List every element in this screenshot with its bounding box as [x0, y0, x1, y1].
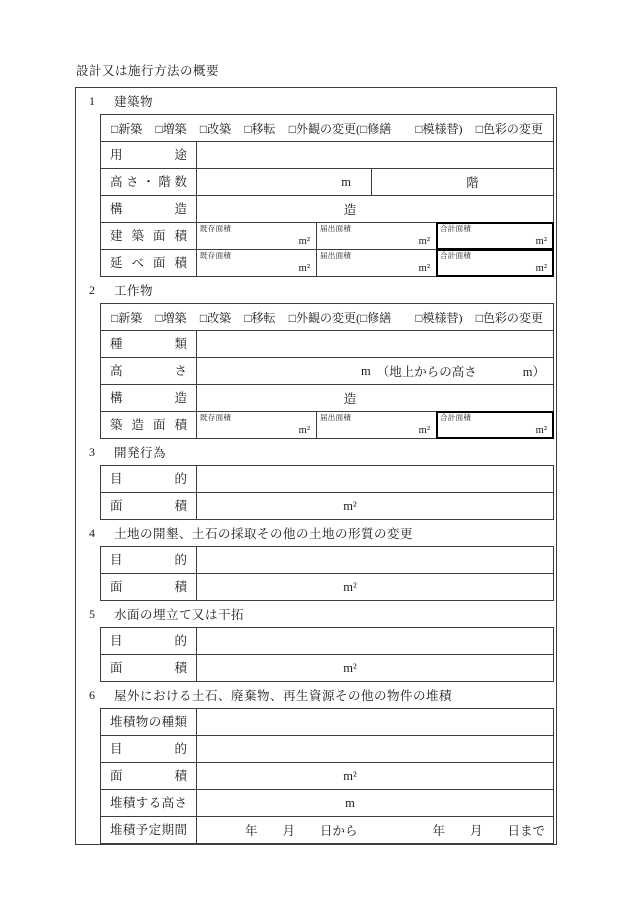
period-template-text: 年 月 日から 年 月 日まで [244, 824, 545, 838]
unit-square-meters: m² [418, 425, 430, 436]
checkbox-item-appearance-change: □外観の変更(□修繕 □模様替) [288, 121, 463, 136]
unit-square-meters: m² [343, 768, 357, 783]
row-height-floors [101, 168, 553, 195]
row-kind [101, 330, 553, 357]
section-inner-table [100, 465, 554, 520]
cell-caption: 既存面積 [200, 224, 232, 233]
section-title: 屋外における土石、廃棄物、再生資源その他の物件の堆積 [114, 689, 453, 703]
section-6-deposit [76, 682, 556, 844]
unit-square-meters: m² [343, 660, 357, 675]
section-number: 5 [89, 606, 95, 621]
existing-area-cell [197, 250, 317, 276]
work-type-checkbox-row [101, 304, 553, 330]
cell-caption: 合計面積 [440, 413, 472, 422]
section-header [76, 277, 556, 303]
checkbox-item-extension: □増築 [155, 121, 187, 136]
cell-caption: 既存面積 [200, 413, 232, 422]
total-area-cell [437, 412, 553, 438]
unit-meters: m [361, 363, 371, 378]
height-field [197, 358, 553, 384]
notified-area-cell [317, 250, 437, 276]
form-outline-table [75, 87, 557, 845]
row-purpose [101, 735, 553, 762]
section-inner-table [100, 303, 554, 439]
blank-field [197, 142, 553, 168]
field-label: 築造面積 [101, 412, 197, 438]
checkbox-item-relocation: □移転 [244, 121, 276, 136]
section-number: 4 [89, 525, 95, 540]
row-deposit-height [101, 789, 553, 816]
unit-square-meters: m² [418, 236, 430, 247]
checkbox-item-rebuild: □改築 [199, 121, 232, 136]
height-note-unit: m） [522, 365, 545, 379]
field-label: 構造 [101, 385, 197, 411]
section-inner-table [100, 114, 554, 277]
checkbox-item-rebuild: □改築 [199, 310, 232, 325]
section-2-structure [76, 277, 556, 439]
section-inner-table [100, 708, 554, 844]
checkbox-item-new: □新築 [111, 310, 143, 325]
work-type-checkbox-row [101, 115, 553, 141]
blank-field [197, 736, 553, 762]
deposit-period-field [197, 817, 553, 843]
section-header [76, 682, 556, 708]
unit-square-meters: m² [298, 263, 310, 274]
section-title: 工作物 [114, 284, 154, 298]
total-area-cell [437, 223, 553, 249]
blank-field [197, 466, 553, 492]
checkbox-item-extension: □増築 [155, 310, 187, 325]
row-structure [101, 384, 553, 411]
row-area [101, 654, 553, 681]
existing-area-cell [197, 412, 317, 438]
unit-square-meters: m² [535, 425, 547, 436]
blank-field [197, 331, 553, 357]
field-label: 構造 [101, 196, 197, 222]
field-label: 目的 [101, 547, 197, 573]
section-header [76, 439, 556, 465]
field-label: 面積 [101, 574, 197, 600]
section-number: 1 [89, 93, 95, 108]
structure-suffix: 造 [343, 392, 357, 406]
row-construction-area [101, 411, 553, 438]
row-building-area [101, 222, 553, 249]
field-label: 目的 [101, 736, 197, 762]
section-number: 3 [89, 444, 95, 459]
height-note: （地上からの高さ [376, 365, 477, 379]
area-field [197, 655, 553, 681]
row-use [101, 141, 553, 168]
cell-caption: 届出面積 [320, 251, 352, 260]
cell-caption: 既存面積 [200, 251, 232, 260]
blank-field [197, 709, 553, 735]
area-field [197, 763, 553, 789]
field-label: 目的 [101, 628, 197, 654]
structure-field [197, 196, 553, 222]
row-area [101, 492, 553, 519]
notified-area-cell [317, 223, 437, 249]
area-field [197, 493, 553, 519]
checkbox-item-appearance-change: □外観の変更(□修繕 □模様替) [288, 310, 463, 325]
field-label: 種類 [101, 331, 197, 357]
section-number: 2 [89, 282, 95, 297]
unit-meters: m [345, 795, 355, 810]
row-area [101, 573, 553, 600]
unit-square-meters: m² [535, 263, 547, 274]
unit-meters: m [341, 174, 351, 189]
row-height [101, 357, 553, 384]
section-3-development [76, 439, 556, 520]
field-label: 高さ [101, 358, 197, 384]
cell-caption: 合計面積 [440, 251, 472, 260]
field-label: 目的 [101, 466, 197, 492]
row-structure [101, 195, 553, 222]
field-label: 高さ・階数 [101, 169, 197, 195]
cell-caption: 届出面積 [320, 413, 352, 422]
field-label: 堆積物の種類 [101, 709, 197, 735]
cell-caption: 合計面積 [440, 224, 472, 233]
section-inner-table [100, 627, 554, 682]
field-label: 面積 [101, 493, 197, 519]
row-purpose [101, 628, 553, 654]
blank-field [197, 628, 553, 654]
section-title: 開発行為 [114, 446, 167, 460]
checkbox-item-relocation: □移転 [244, 310, 276, 325]
area-field [197, 574, 553, 600]
field-label: 面積 [101, 655, 197, 681]
unit-square-meters: m² [343, 498, 357, 513]
section-inner-table [100, 546, 554, 601]
field-label: 面積 [101, 763, 197, 789]
section-title: 建築物 [114, 95, 154, 109]
unit-square-meters: m² [535, 236, 547, 247]
row-deposit-period [101, 816, 553, 843]
total-area-cell [437, 250, 553, 276]
structure-field [197, 385, 553, 411]
row-floor-area [101, 249, 553, 276]
page-title: 設計又は施行方法の概要 [76, 64, 220, 78]
unit-square-meters: m² [298, 425, 310, 436]
unit-square-meters: m² [418, 263, 430, 274]
deposit-height-field [197, 790, 553, 816]
notified-area-cell [317, 412, 437, 438]
unit-floors: 階 [466, 176, 479, 190]
section-header [76, 601, 556, 627]
checkbox-item-color-change: □色彩の変更 [475, 121, 543, 136]
section-4-land-alteration [76, 520, 556, 601]
checkbox-item-color-change: □色彩の変更 [475, 310, 543, 325]
field-label: 建築面積 [101, 223, 197, 249]
row-area [101, 762, 553, 789]
row-deposit-kind [101, 709, 553, 735]
cell-caption: 届出面積 [320, 224, 352, 233]
existing-area-cell [197, 223, 317, 249]
unit-square-meters: m² [298, 236, 310, 247]
structure-suffix: 造 [343, 203, 357, 217]
section-header [76, 520, 556, 546]
section-1-building [76, 88, 556, 277]
field-label: 堆積予定期間 [101, 817, 197, 843]
blank-field [197, 547, 553, 573]
row-purpose [101, 466, 553, 492]
section-title: 土地の開墾、土石の採取その他の土地の形質の変更 [114, 527, 414, 541]
row-purpose [101, 547, 553, 573]
section-5-reclamation [76, 601, 556, 682]
section-header [76, 88, 556, 114]
floors-field [372, 169, 553, 195]
section-title: 水面の埋立て又は干拓 [114, 608, 245, 622]
checkbox-item-new: □新築 [111, 121, 143, 136]
unit-square-meters: m² [343, 579, 357, 594]
height-field [197, 169, 372, 195]
field-label: 用途 [101, 142, 197, 168]
field-label: 延べ面積 [101, 250, 197, 276]
field-label: 堆積する高さ [101, 790, 197, 816]
section-number: 6 [89, 687, 95, 702]
